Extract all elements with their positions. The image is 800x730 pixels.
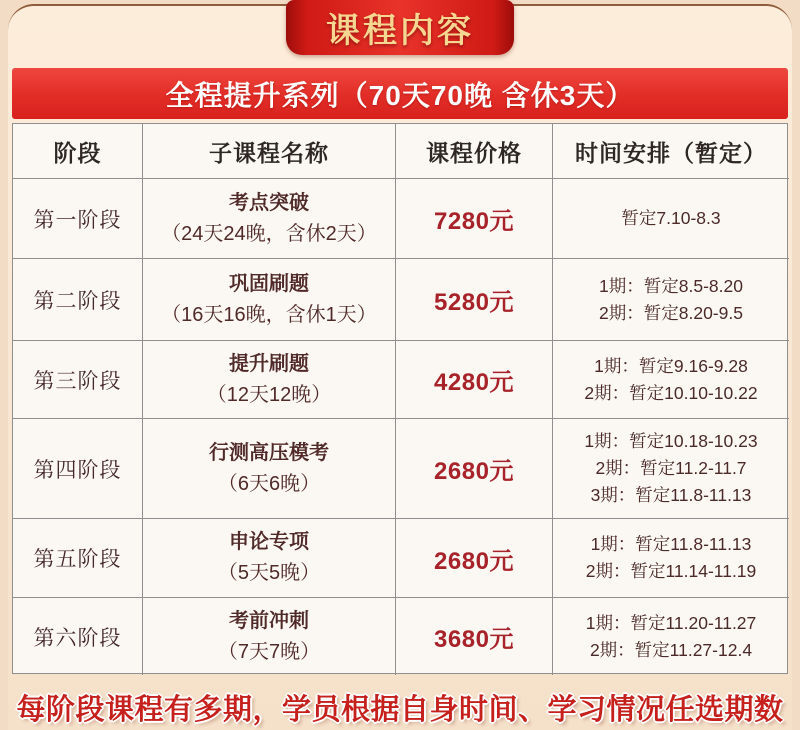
- schedule-line: 2期：暂定11.27-12.4: [589, 639, 753, 660]
- course-detail: （12天12晚）: [206, 383, 332, 406]
- course-detail: （5天5晚）: [217, 562, 321, 584]
- header-cell: 时间安排（暂定）: [553, 124, 789, 179]
- course-detail: （7天7晚）: [217, 640, 321, 663]
- course-name: 巩固刷题: [229, 272, 309, 295]
- series-title: 全程提升系列（70天70晚 含休3天）: [165, 79, 635, 111]
- course-detail: （24天24晚，含休2天）: [161, 222, 377, 245]
- series-title-bar: [12, 68, 788, 119]
- schedule-cell: [553, 598, 789, 675]
- schedule-line: 2期：暂定11.2-11.7: [595, 458, 747, 478]
- price-cell: 2680元: [396, 519, 553, 598]
- course-name: 申论专项: [229, 531, 309, 553]
- course-cell: [143, 598, 396, 675]
- course-name: 考点突破: [229, 191, 309, 214]
- schedule-cell: [553, 419, 789, 519]
- schedule-line: 2期：暂定11.14-11.19: [585, 561, 757, 581]
- schedule-line: 1期：暂定11.8-11.13: [590, 534, 752, 554]
- stage-cell: 第一阶段: [13, 179, 143, 259]
- footer-note: 每阶段课程有多期，学员根据自身时间、学习情况任选期数: [16, 694, 784, 726]
- stage-cell: 第二阶段: [13, 259, 143, 341]
- stage-cell: 第三阶段: [13, 341, 143, 419]
- course-name: 提升刷题: [229, 352, 309, 375]
- course-detail: （16天16晚，含休1天）: [161, 303, 377, 326]
- title-banner: [286, 0, 514, 55]
- header-cell: 子课程名称: [143, 124, 396, 179]
- schedule-line: 1期：暂定8.5-8.20: [599, 275, 743, 296]
- schedule-line: 暂定7.10-8.3: [621, 208, 721, 228]
- price-cell: 5280元: [396, 259, 553, 341]
- schedule-cell: [553, 519, 789, 598]
- price-cell: 2680元: [396, 419, 553, 519]
- price-cell: 3680元: [396, 598, 553, 675]
- stage-cell: 第四阶段: [13, 419, 143, 519]
- header-cell: 课程价格: [396, 124, 553, 179]
- page-title: 课程内容: [326, 12, 474, 50]
- course-table: [12, 123, 788, 674]
- schedule-cell: [553, 259, 789, 341]
- schedule-line: 1期：暂定11.20-11.27: [585, 612, 757, 633]
- course-cell: [143, 179, 396, 259]
- course-cell: [143, 519, 396, 598]
- schedule-line: 1期：暂定10.18-10.23: [584, 431, 758, 451]
- schedule-line: 1期：暂定9.16-9.28: [594, 355, 748, 376]
- header-cell: 阶段: [13, 124, 143, 179]
- schedule-cell: [553, 179, 789, 259]
- course-detail: （6天6晚）: [217, 472, 321, 495]
- stage-cell: 第六阶段: [13, 598, 143, 675]
- course-cell: [143, 341, 396, 419]
- price-cell: 4280元: [396, 341, 553, 419]
- course-name: 考前冲刺: [229, 609, 309, 632]
- course-name: 行测高压模考: [209, 441, 329, 464]
- course-cell: [143, 419, 396, 519]
- price-cell: 7280元: [396, 179, 553, 259]
- schedule-line: 2期：暂定8.20-9.5: [599, 302, 743, 323]
- stage-cell: 第五阶段: [13, 519, 143, 598]
- schedule-line: 3期：暂定11.8-11.13: [590, 485, 752, 505]
- course-cell: [143, 259, 396, 341]
- schedule-cell: [553, 341, 789, 419]
- schedule-line: 2期：暂定10.10-10.22: [584, 382, 758, 403]
